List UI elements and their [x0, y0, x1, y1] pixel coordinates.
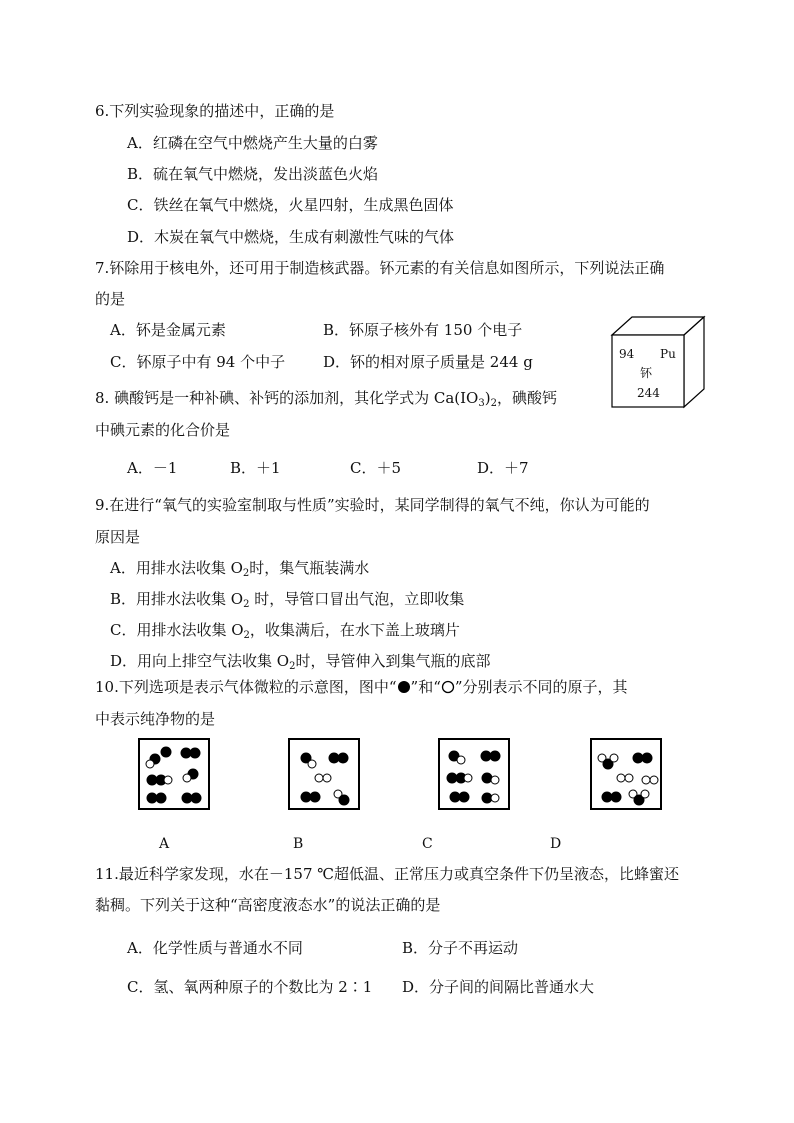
- q8-stem-line1: 8. 碘酸钙是一种补碘、补钙的添加剂，其化学式为 $Ca(IO_3)_2$，碘酸钙: [95, 389, 557, 409]
- particle-diagram-c: [440, 740, 508, 808]
- particle-box-a: [138, 738, 210, 810]
- q11-stem-line1: 11.最近科学家发现，水在－157 ℃超低温、正常压力或真空条件下仍呈液态，比蜂蜜还: [95, 865, 680, 883]
- option-label-a: A: [159, 836, 170, 852]
- q8-option-b: B．＋1: [230, 459, 281, 477]
- q6-stem: 6.下列实验现象的描述中，正确的是: [95, 102, 335, 120]
- q7-option-d: D．钚的相对原子质量是 244 g: [323, 353, 533, 371]
- q9-option-d: D．用向上排空气法收集 $O_2$时，导管伸入到集气瓶的底部: [110, 652, 491, 672]
- q7-option-c: C．钚原子中有 94 个中子: [110, 353, 286, 371]
- option-label-b: B: [293, 836, 304, 852]
- filled-atom-icon: [397, 680, 411, 694]
- atomic-number: 94: [619, 347, 635, 361]
- option-label-d: D: [550, 836, 562, 852]
- particle-box-d: [590, 738, 662, 810]
- q8-option-c: C．＋5: [350, 459, 402, 477]
- q7-option-b: B．钚原子核外有 150 个电子: [323, 321, 523, 339]
- q11-stem-line2: 黏稠。下列关于这种“高密度液态水”的说法正确的是: [95, 896, 441, 914]
- particle-box-c: [438, 738, 510, 810]
- q9-stem-line2: 原因是: [95, 528, 141, 546]
- q11-option-d: D．分子间的间隔比普通水大: [402, 978, 595, 996]
- q10-stem-line1: 10.下列选项是表示气体微粒的示意图，图中“ ”和“ ”分别表示不同的原子，其: [95, 678, 628, 696]
- q6-option-d: D．木炭在氧气中燃烧，生成有刺激性气味的气体: [127, 228, 455, 246]
- q9-option-c: C．用排水法收集 $O_2$，收集满后，在水下盖上玻璃片: [110, 621, 460, 641]
- element-symbol: Pu: [660, 347, 676, 361]
- q7-stem-line1: 7.钚除用于核电外，还可用于制造核武器。钚元素的有关信息如图所示，下列说法正确: [95, 259, 665, 277]
- q6-option-c: C．铁丝在氧气中燃烧，火星四射，生成黑色固体: [127, 196, 454, 214]
- q7-option-a: A．钚是金属元素: [110, 321, 226, 339]
- particle-box-b: [288, 738, 360, 810]
- plutonium-element-card: [610, 313, 710, 413]
- option-label-c: C: [422, 836, 433, 852]
- q7-stem-line2: 的是: [95, 290, 126, 308]
- q6-option-b: B．硫在氧气中燃烧，发出淡蓝色火焰: [127, 165, 379, 183]
- particle-diagram-b: [290, 740, 358, 808]
- q8-option-a: A．－1: [127, 459, 178, 477]
- cube-outline-icon: [610, 313, 710, 413]
- q9-option-b: B．用排水法收集 $O_2$ 时，导管口冒出气泡，立即收集: [110, 590, 465, 610]
- element-name: 钚: [640, 366, 653, 380]
- q11-option-a: A．化学性质与普通水不同: [127, 939, 303, 957]
- q10-stem-line2: 中表示纯净物的是: [95, 710, 216, 728]
- q6-option-a: A．红磷在空气中燃烧产生大量的白雾: [127, 134, 378, 152]
- hollow-atom-icon: [441, 680, 455, 694]
- q8-stem-line2: 中碘元素的化合价是: [95, 421, 231, 439]
- q8-option-d: D．＋7: [477, 459, 529, 477]
- atomic-mass: 244: [637, 386, 660, 400]
- q9-stem-line1: 9.在进行“氧气的实验室制取与性质”实验时，某同学制得的氧气不纯，你认为可能的: [95, 496, 650, 514]
- q11-option-b: B．分子不再运动: [402, 939, 519, 957]
- particle-diagram-a: [140, 740, 208, 808]
- q11-option-c: C．氢、氧两种原子的个数比为 2∶1: [127, 978, 373, 996]
- q9-option-a: A．用排水法收集 $O_2$时，集气瓶装满水: [110, 559, 370, 579]
- particle-diagram-d: [592, 740, 660, 808]
